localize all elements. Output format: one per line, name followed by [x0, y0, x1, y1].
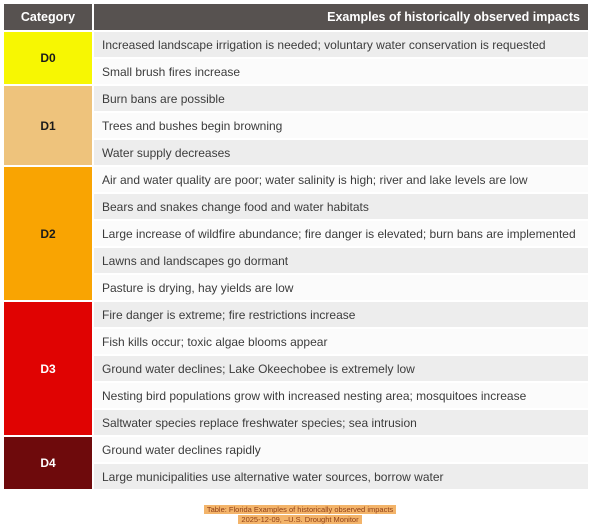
impact-cell: Air and water quality are poor; water salinity is high; river and lake levels are low — [94, 167, 588, 192]
impact-cell: Ground water declines rapidly — [94, 437, 588, 462]
impact-cell: Lawns and landscapes go dormant — [94, 248, 588, 273]
category-cell-d2: D2 — [4, 167, 92, 300]
column-header-category: Category — [4, 4, 92, 30]
impact-cell: Fire danger is extreme; fire restrictions increase — [94, 302, 588, 327]
table-header — [4, 4, 588, 30]
caption-line-2: 2025-12-09, –U.S. Drought Monitor — [238, 515, 361, 524]
table-caption — [0, 505, 600, 524]
category-cell-d1: D1 — [4, 86, 92, 165]
category-cell-d3: D3 — [4, 302, 92, 435]
drought-impacts-table — [2, 2, 590, 491]
impact-cell: Water supply decreases — [94, 140, 588, 165]
impact-cell: Small brush fires increase — [94, 59, 588, 84]
caption-line-1: Table: Florida Examples of historically observed impacts — [204, 505, 396, 514]
category-cell-d4: D4 — [4, 437, 92, 489]
impact-cell: Burn bans are possible — [94, 86, 588, 111]
impact-cell: Trees and bushes begin browning — [94, 113, 588, 138]
impact-cell: Nesting bird populations grow with increased nesting area; mosquitoes increase — [94, 383, 588, 408]
impact-cell: Large municipalities use alternative water sources, borrow water — [94, 464, 588, 489]
impact-cell: Bears and snakes change food and water habitats — [94, 194, 588, 219]
impact-cell: Increased landscape irrigation is needed; voluntary water conservation is requested — [94, 32, 588, 57]
column-header-examples: Examples of historically observed impacts — [94, 4, 588, 30]
impact-cell: Pasture is drying, hay yields are low — [94, 275, 588, 300]
impact-cell: Fish kills occur; toxic algae blooms appear — [94, 329, 588, 354]
impact-cell: Saltwater species replace freshwater species; sea intrusion — [94, 410, 588, 435]
category-cell-d0: D0 — [4, 32, 92, 84]
impact-cell: Ground water declines; Lake Okeechobee is extremely low — [94, 356, 588, 381]
impact-cell: Large increase of wildfire abundance; fire danger is elevated; burn bans are implemented — [94, 221, 588, 246]
